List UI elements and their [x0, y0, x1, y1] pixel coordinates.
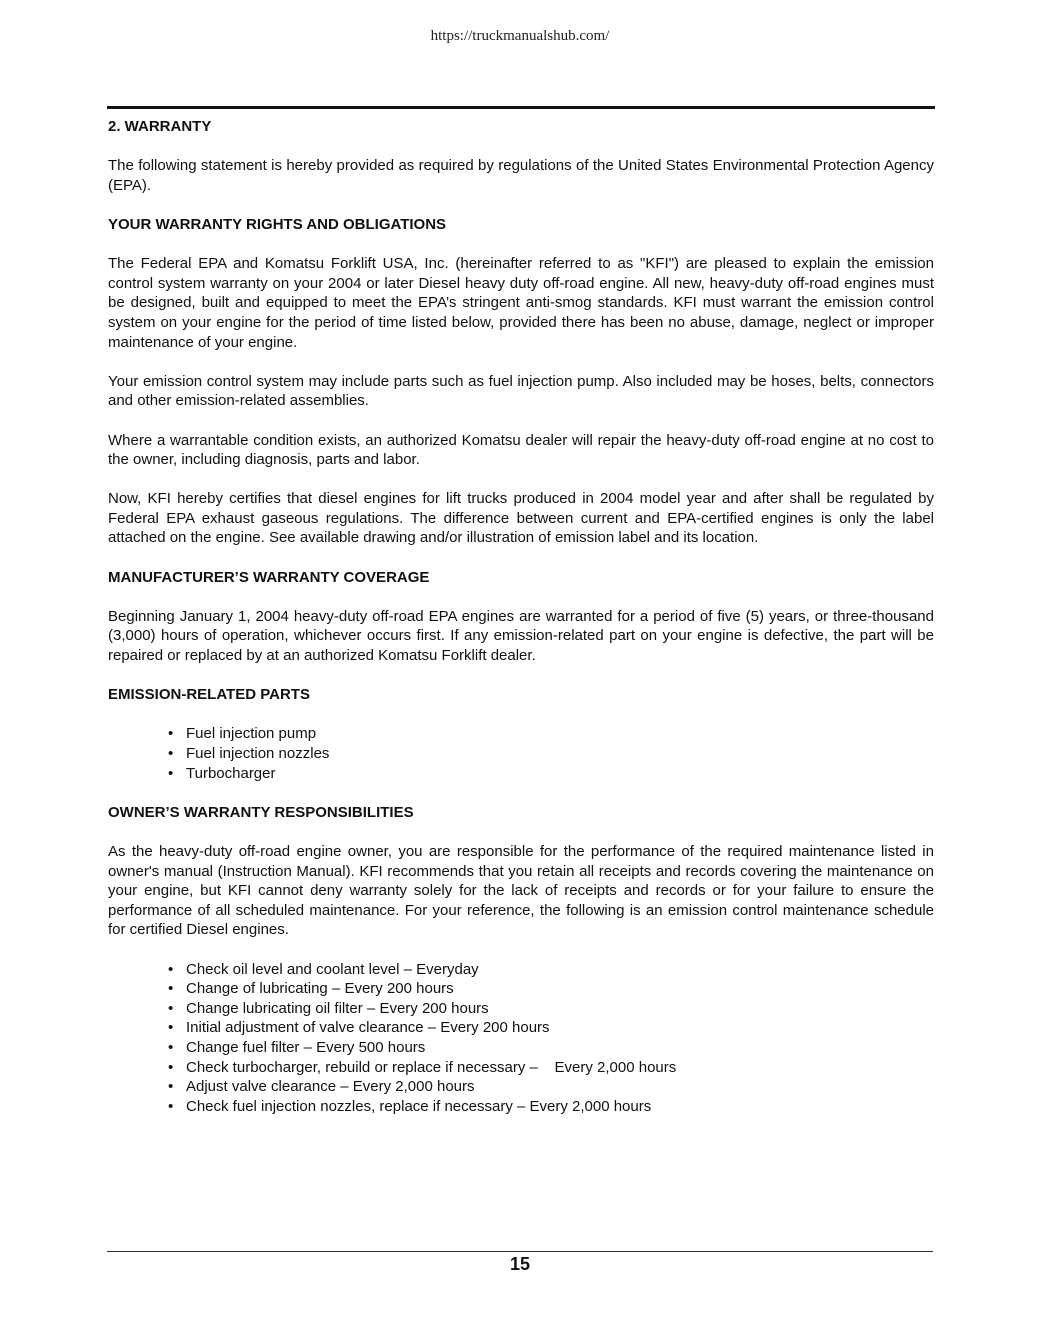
- page-number: 15: [509, 1254, 531, 1274]
- footer-rule: [107, 1251, 933, 1252]
- responsibilities-paragraph: As the heavy-duty off-road engine owner, you are responsible for the performance of the required maintenance listed in owner's manual (Instruction Manual). KFI recommends that you retain all receipts and records covering the maintenance on your engine, but KFI cannot deny warranty solely for the lack of receipts and records or for your failure to ensure the performance of all scheduled maintenance. For your reference, the following is an emission control maintenance schedule for certified Diesel engines.: [108, 842, 934, 939]
- list-item: • Initial adjustment of valve clearance – Every 200 hours: [168, 1018, 934, 1038]
- responsibilities-heading: OWNER’S WARRANTY RESPONSIBILITIES: [108, 803, 414, 821]
- maintenance-schedule-list: [108, 960, 934, 1117]
- list-item: • Change of lubricating – Every 200 hours: [168, 979, 934, 999]
- list-item: • Check turbocharger, rebuild or replace if necessary – Every 2,000 hours: [168, 1058, 934, 1078]
- section-title: 2. WARRANTY: [108, 118, 212, 135]
- list-item: • Change lubricating oil filter – Every 200 hours: [168, 999, 934, 1019]
- rights-paragraph-3: Where a warrantable condition exists, an authorized Komatsu dealer will repair the heavy-duty off-road engine at no cost to the owner, including diagnosis, parts and labor.: [108, 431, 934, 469]
- rights-paragraph-1: The Federal EPA and Komatsu Forklift USA, Inc. (hereinafter referred to as "KFI") are pleased to explain the emission control system warranty on your 2004 or later Diesel heavy duty off-road engine. All new, heavy-duty off-road engines must be designed, built and equipped to meet the EPA’s stringent anti-smog standards. KFI must warrant the emission control system on your engine for the period of time listed below, provided there has been no abuse, damage, neglect or improper maintenance of your engine.: [108, 255, 934, 351]
- document-body: [108, 117, 934, 1116]
- rights-heading: YOUR WARRANTY RIGHTS AND OBLIGATIONS: [108, 215, 447, 233]
- rights-paragraph-4: Now, KFI hereby certifies that diesel engines for lift trucks produced in 2004 model year and after shall be regulated by Federal EPA exhaust gaseous regulations. The difference between current and EPA-certified engines is only the label attached on the engine. See available drawing and/or illustration of emission label and its location.: [108, 490, 934, 547]
- list-item: • Fuel injection pump: [168, 724, 934, 744]
- list-item: • Turbocharger: [168, 764, 934, 784]
- parts-heading: EMISSION-RELATED PARTS: [108, 686, 310, 704]
- list-item: • Fuel injection nozzles: [168, 744, 934, 764]
- intro-paragraph: The following statement is hereby provided as required by regulations of the United States Environmental Protection Agency (EPA).: [108, 157, 934, 194]
- rights-paragraph-2: Your emission control system may include parts such as fuel injection pump. Also included may be hoses, belts, connectors and other emission-related assemblies.: [108, 372, 934, 410]
- source-url: https://truckmanualshub.com/: [430, 28, 610, 44]
- list-item: • Change fuel filter – Every 500 hours: [168, 1038, 934, 1058]
- coverage-paragraph: Beginning January 1, 2004 heavy-duty off-road EPA engines are warranted for a period of five (5) years, or three-thousand (3,000) hours of operation, whichever occurs first. If any emission-related part on your engine is defective, the part will be repaired or replaced by at an authorized Komatsu Forklift dealer.: [108, 607, 934, 665]
- list-item: • Check fuel injection nozzles, replace if necessary – Every 2,000 hours: [168, 1097, 934, 1117]
- list-item: • Check oil level and coolant level – Everyday: [168, 960, 934, 980]
- coverage-heading: MANUFACTURER’S WARRANTY COVERAGE: [108, 568, 430, 586]
- parts-list: [108, 724, 934, 783]
- header-rule: [107, 106, 935, 109]
- list-item: • Adjust valve clearance – Every 2,000 hours: [168, 1077, 934, 1097]
